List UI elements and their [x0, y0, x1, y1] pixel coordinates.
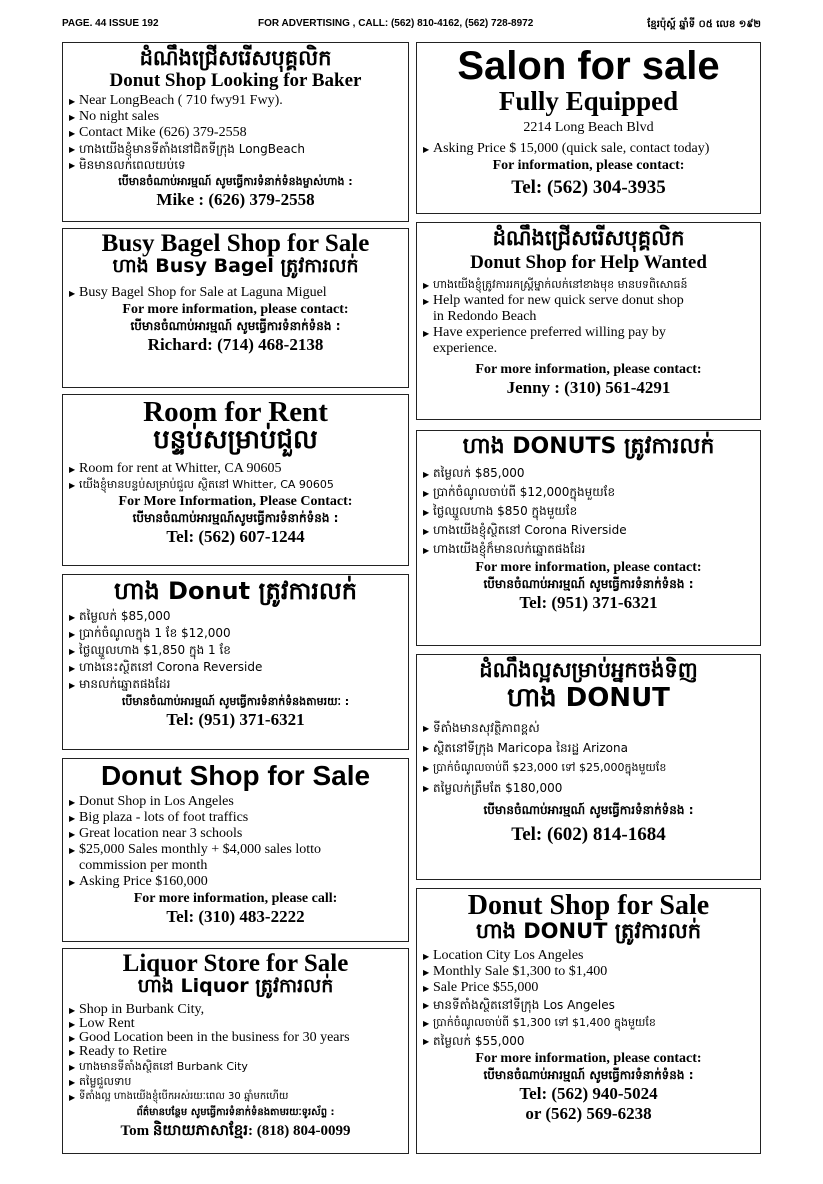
list-item: ▶ តម្លៃលក់ $85,000	[69, 608, 402, 625]
list-item: ▶ ទីតាំងមានសុវត្ថិភាពខ្ពស់	[423, 718, 754, 738]
list-item: ▶ តម្លៃលក់ត្រឹមតែ $180,000	[423, 778, 754, 798]
ad-room	[62, 394, 409, 566]
contact-khmer: បើមានចំណាប់អារម្មណ៍ សូមធ្វើការទំនាក់ទំនង :	[483, 803, 694, 818]
ad-title: ហាង DONUTS ត្រូវការលក់	[462, 434, 715, 459]
ad-title-khmer: ដំណឹងល្អសម្រាប់អ្នកចង់ទិញ	[479, 658, 698, 682]
contact-label: For more information, please contact:	[475, 361, 702, 377]
ad-items	[69, 608, 402, 693]
list-item: ▶ ហាងយើងខ្ញុំក៏មានលក់ឆ្នោតផងដែរ	[423, 540, 754, 559]
ad-help-wanted	[416, 222, 761, 420]
list-item: ▶ តម្លៃលក់ $85,000	[423, 464, 754, 483]
list-item: in Redondo Beach	[433, 308, 537, 324]
contact-khmer: បើមានចំណាប់អារម្មណ៍ សូមធ្វើការទំនាក់ទំនងម្ចាស់ហាង :	[118, 174, 353, 188]
ad-items	[69, 285, 402, 301]
list-item: ▶ Asking Price $160,000	[69, 874, 402, 890]
ad-title-khmer: ហាង Busy Bagel ត្រូវការលក់	[112, 255, 359, 278]
contact-phone: Richard: (714) 468-2138	[147, 335, 324, 355]
contact-label: For information, please contact:	[492, 158, 685, 174]
ad-items	[69, 93, 402, 173]
list-item: ▶ ថ្លៃឈ្នួលហាង $1,850 ក្នុង 1 ខែ	[69, 642, 402, 659]
list-item: ▶ Asking Price $ 15,000 (quick sale, contact today)	[423, 141, 754, 157]
list-item: ▶ ប្រាក់ចំណូលចាប់ពី $23,000 ទៅ $25,000ក្នុងមួយខែ	[423, 758, 754, 778]
list-item: ▶ ប្រាក់ចំណូលចាប់ពី $12,000ក្នុងមួយខែ	[423, 483, 754, 502]
ad-title-khmer: ហាង DONUT ត្រូវការលក់	[475, 919, 702, 944]
ad-title: ហាង Donut ត្រូវការលក់	[113, 577, 358, 605]
list-item: ▶ មានទីតាំងស្ថិតនៅទីក្រុង Los Angeles	[423, 996, 754, 1014]
list-item: ▶ ហាងមានទីតាំងស្ថិតនៅ Burbank City	[69, 1059, 402, 1074]
list-item: ▶ ថ្លៃឈ្នួលហាង $850 ក្នុងមួយខែ	[423, 502, 754, 521]
ad-items	[423, 141, 754, 157]
ad-title: ហាង DONUT	[507, 683, 670, 714]
list-item: ▶ Ready to Retire	[69, 1045, 402, 1059]
ad-title: Donut Shop Looking for Baker	[109, 70, 362, 92]
list-item: ▶ Big plaza - lots of foot traffics	[69, 810, 402, 826]
ad-title: Salon for sale	[457, 44, 720, 88]
ad-title-khmer: ដំណឹងជ្រើសរើសបុគ្គលិក	[139, 46, 332, 70]
ad-bagel	[62, 228, 409, 388]
contact-khmer: បើមានចំណាប់អារម្មណ៍ សូមធ្វើការទំនាក់ទំនងតាមរយៈ :	[121, 695, 350, 709]
list-item: ▶ ហាងនេះស្ថិតនៅ Corona Reverside	[69, 659, 402, 676]
contact-phone: Tel: (562) 940-5024	[519, 1084, 658, 1104]
ad-items	[69, 1003, 402, 1104]
ad-donuts-riverside	[416, 430, 761, 646]
list-item: ▶ Great location near 3 schools	[69, 826, 402, 842]
list-item: ▶ ប្រាក់ចំណូលក្នុង 1 ខែ $12,000	[69, 625, 402, 642]
list-item: ▶ ប្រាក់ចំណូលចាប់ពី $1,300 ទៅ $1,400 ក្នុងមួយខែ	[423, 1014, 754, 1032]
ad-items	[423, 948, 754, 1050]
list-item: ▶ Monthly Sale $1,300 to $1,400	[423, 964, 754, 980]
contact-khmer: ព័ត៌មានបន្ថែម សូមធ្វើការទំនាក់ទំនងតាមរយៈទូរស័ព្ទ :	[136, 1107, 335, 1119]
list-item: ▶ $25,000 Sales monthly + $4,000 sales lotto	[69, 842, 402, 858]
list-item: ▶ មិនមានលក់ពេលយប់ទេ	[69, 157, 402, 173]
ad-title-khmer: ហាង Liquor ត្រូវការលក់	[137, 975, 334, 998]
contact-phone: Tom និយាយភាសាខ្មែរ: (818) 804-0099	[120, 1123, 351, 1140]
ad-donut-la	[62, 758, 409, 942]
page-issue-label: PAGE. 44 ISSUE 192	[62, 18, 159, 29]
list-item: ▶ Near LongBeach ( 710 fwy91 Fwy).	[69, 93, 402, 109]
contact-khmer: បើមានចំណាប់អារម្មណ៍ សូមធ្វើការទំនាក់ទំនង :	[483, 577, 694, 592]
contact-label: For more information, please call:	[133, 891, 338, 907]
ad-address: 2214 Long Beach Blvd	[523, 120, 654, 136]
list-item: ▶ Low Rent	[69, 1017, 402, 1031]
contact-label: For more information, please contact:	[475, 1051, 702, 1067]
ad-title: Room for Rent	[143, 396, 328, 428]
ad-liquor	[62, 948, 409, 1154]
ad-items	[69, 794, 402, 890]
ad-title-khmer: ដំណឹងជ្រើសរើសបុគ្គលិក	[492, 226, 685, 250]
list-item: ▶ Have experience preferred willing pay by	[423, 325, 754, 341]
list-item: ▶ ស្ថិតនៅទីក្រុង Maricopa នៃរដ្ឋ Arizona	[423, 738, 754, 758]
list-item: ▶ Help wanted for new quick serve donut shop	[423, 293, 754, 309]
list-item: ▶ No night sales	[69, 109, 402, 125]
page-header	[62, 18, 761, 32]
list-item: ▶ Contact Mike (626) 379-2558	[69, 125, 402, 141]
list-item: ▶ Busy Bagel Shop for Sale at Laguna Miguel	[69, 285, 402, 301]
list-item: ▶ ហាងយើងខ្ញុំមានទីតាំងនៅជិតទីក្រុង LongBeach	[69, 141, 402, 157]
contact-phone: Tel: (951) 371-6321	[166, 710, 305, 730]
ad-title: Busy Bagel Shop for Sale	[101, 230, 370, 257]
list-item: ▶ ហាងយើងខ្ញុំស្ថិតនៅ Corona Riverside	[423, 521, 754, 540]
contact-phone-alt: or (562) 569-6238	[525, 1104, 652, 1124]
contact-label: For more information, please contact:	[475, 560, 702, 576]
list-item: ▶ ទីតាំងល្អ ហាងយើងខ្ញុំបើកអស់រយៈពេល 30 ឆ្នាំមកហើយ	[69, 1089, 402, 1104]
contact-phone: Mike : (626) 379-2558	[156, 189, 315, 209]
ad-title-khmer: បន្ទប់សម្រាប់ជួល	[153, 425, 318, 456]
list-item: ▶ Room for rent at Whitter, CA 90605	[69, 461, 402, 477]
list-item: ▶ ហាងយើងខ្ញុំត្រូវការរកស្ត្រីម្នាក់លក់នៅខាងមុខ មានបទពិសោធន៍	[423, 277, 754, 293]
list-item: ▶ Good Location been in the business for 30 years	[69, 1031, 402, 1045]
ad-donut-corona	[62, 574, 409, 750]
ad-donut-baker	[62, 42, 409, 222]
ad-title: Donut Shop for Sale	[467, 890, 710, 921]
advertising-contact-line: FOR ADVERTISING , CALL: (562) 810-4162, (562) 728-8972	[258, 18, 534, 29]
list-item: ▶ យើងខ្ញុំមានបន្ទប់សម្រាប់ជួល ស្ថិតនៅ Whitter, CA 90605	[69, 477, 402, 493]
contact-khmer: បើមានចំណាប់អារម្មណ៍ សូមធ្វើការទំនាក់ទំនង :	[130, 319, 341, 334]
contact-label: For More Information, Please Contact:	[118, 493, 353, 509]
contact-phone: Tel: (562) 607-1244	[166, 526, 305, 546]
contact-phone: Tel: (951) 371-6321	[519, 593, 658, 613]
ad-title: Donut Shop for Sale	[100, 760, 371, 791]
list-item: ▶ Shop in Burbank City,	[69, 1003, 402, 1017]
ad-salon	[416, 42, 761, 214]
ad-subtitle: Fully Equipped	[498, 86, 679, 116]
ad-title: Donut Shop for Help Wanted	[470, 252, 707, 274]
list-item: experience.	[433, 340, 498, 356]
ad-items	[423, 718, 754, 798]
contact-label: For more information, please contact:	[122, 302, 349, 318]
ad-arizona	[416, 654, 761, 880]
list-item: ▶ មានលក់ឆ្នោតផងដែរ	[69, 676, 402, 693]
list-item: ▶ Donut Shop in Los Angeles	[69, 794, 402, 810]
contact-khmer: បើមានចំណាប់អារម្មណ៍សូមធ្វើការទំនាក់ទំនង :	[132, 510, 339, 525]
ad-items	[423, 464, 754, 559]
contact-khmer: បើមានចំណាប់អារម្មណ៍ សូមធ្វើការទំនាក់ទំនង :	[483, 1068, 694, 1083]
ad-donut-la-2	[416, 888, 761, 1154]
ad-title: Liquor Store for Sale	[122, 950, 349, 977]
list-item: ▶ Sale Price $55,000	[423, 980, 754, 996]
list-item: commission per month	[79, 858, 208, 874]
ad-items	[423, 277, 754, 357]
list-item: ▶ តម្លៃលក់ $55,000	[423, 1032, 754, 1050]
ad-items	[69, 461, 402, 493]
list-item: ▶ Location City Los Angeles	[423, 948, 754, 964]
contact-phone: Tel: (310) 483-2222	[166, 907, 305, 927]
contact-phone: Tel: (602) 814-1684	[511, 824, 666, 846]
publication-label: ខ្មែរប៉ុស្ដ៍ ឆ្នាំទី ០៥ លេខ ១៩២	[647, 19, 761, 30]
list-item: ▶ តម្លៃជួលទាប	[69, 1074, 402, 1089]
contact-phone: Tel: (562) 304-3935	[511, 177, 666, 199]
contact-phone: Jenny : (310) 561-4291	[506, 377, 671, 397]
